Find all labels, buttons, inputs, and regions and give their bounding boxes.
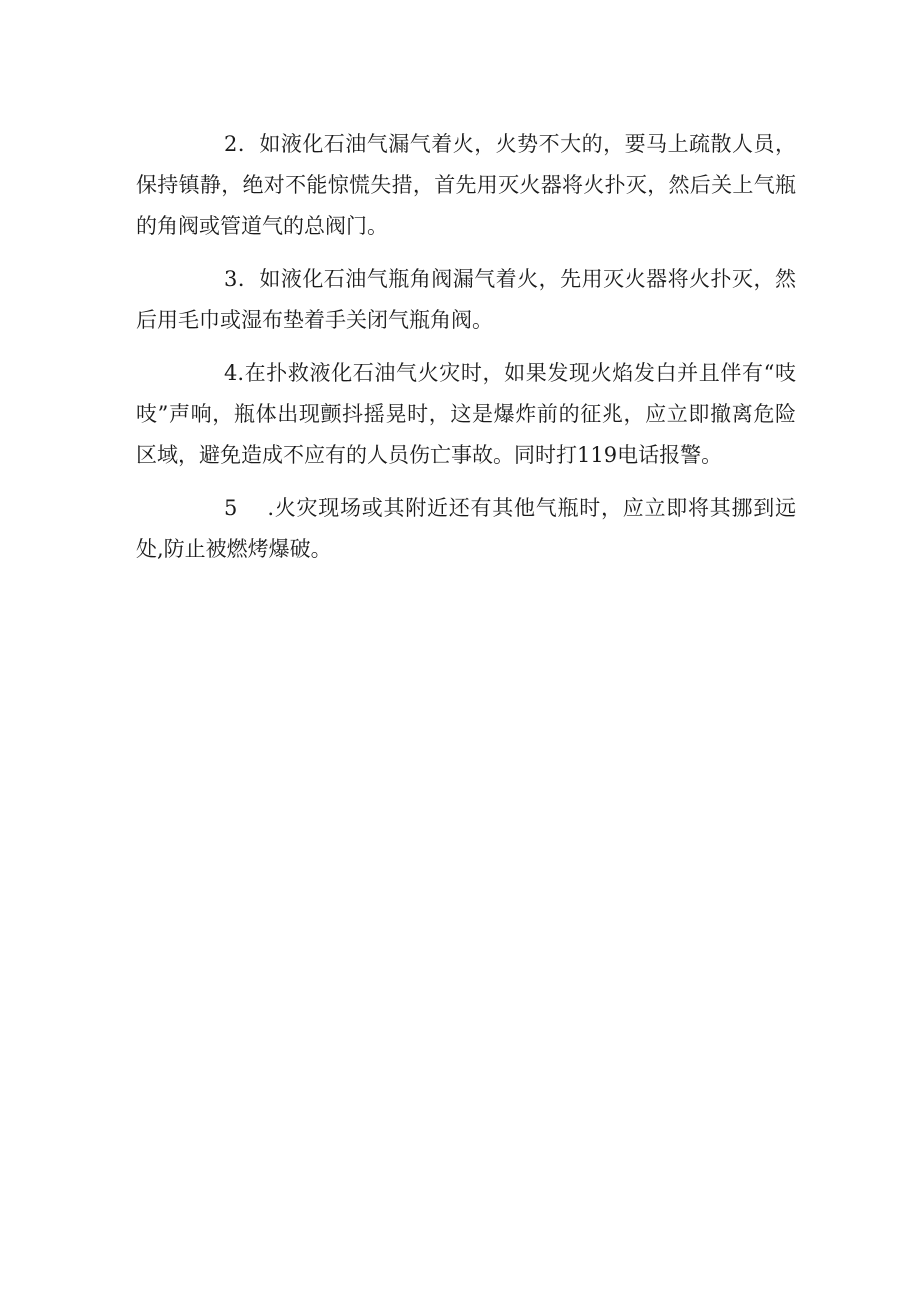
paragraph-text: .在扑救液化石油气火灾时，如果发现火焰发白并且伴有“吱吱”声响，瓶体出现颤抖摇晃时，这是爆炸前的征兆，应立即撤离危险区域，避免造成不应有的人员伤亡事故。同时打119电话报警。: [136, 361, 796, 467]
paragraph-text: .火灾现场或其附近还有其他气瓶时，应立即将其挪到远处,防止被燃烤爆破。: [136, 496, 796, 561]
paragraph-number: 5: [224, 496, 238, 520]
paragraph-number: 2: [224, 132, 238, 156]
paragraph-item-5: [136, 488, 796, 570]
paragraph-item-3: [136, 259, 796, 341]
paragraph-text: ．如液化石油气漏气着火，火势不大的，要马上疏散人员，保持镇静，绝对不能惊慌失措，首先用灭火器将火扑灭，然后关上气瓶的角阀或管道气的总阀门。: [136, 132, 796, 238]
paragraph-item-2: [136, 124, 796, 247]
paragraph-number: 4: [224, 361, 238, 385]
paragraph-text: ．如液化石油气瓶角阀漏气着火，先用灭火器将火扑灭，然后用毛巾或湿布垫着手关闭气瓶角阀。: [136, 267, 796, 332]
document-body: [136, 124, 796, 582]
paragraph-number: 3: [224, 267, 238, 291]
paragraph-item-4: [136, 353, 796, 476]
